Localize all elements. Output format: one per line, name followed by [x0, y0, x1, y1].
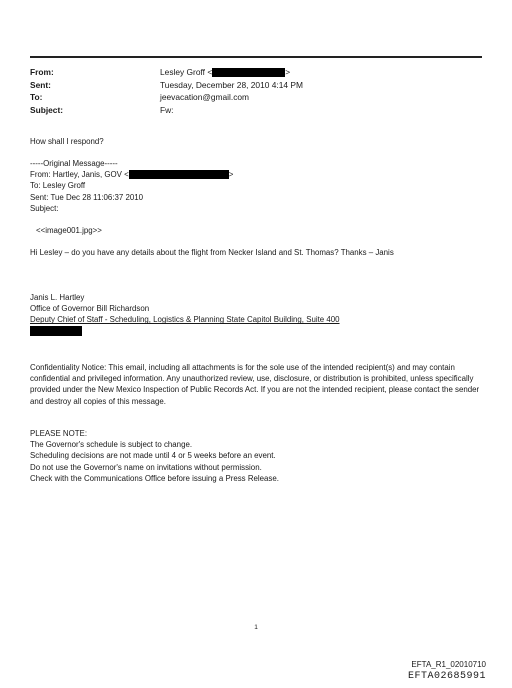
- orig-sent-line: Sent: Tue Dec 28 11:06:37 2010: [30, 192, 144, 202]
- bates-reference-small: EFTA_R1_02010710: [411, 660, 486, 669]
- sent-value: Tuesday, December 28, 2010 4:14 PM: [160, 79, 303, 90]
- subject-row: [30, 104, 482, 117]
- signature-name: Janis L. Hartley: [30, 293, 85, 302]
- signature-block: [30, 292, 485, 336]
- reply-text: [30, 136, 485, 147]
- original-message: [30, 158, 485, 214]
- image-ref-text: <<image001.jpg>>: [36, 226, 102, 235]
- signature-redaction-line: [30, 326, 485, 336]
- note-line: The Governor's schedule is subject to change.: [30, 440, 193, 450]
- to-value: jeevacation@gmail.com: [160, 92, 250, 103]
- confidentiality-notice: Confidentiality Notice: This email, including all attachments is for the sole use of the intended recipient(s) and may contain confidential and privileged information. Any unauthorized review, use, disclosure, or distribution is prohibited, unless specifically provided under the New Mexico Inspection of Public Records Act. If you are not the intended recipient, please contact the sender and destroy all copies of this message.: [30, 363, 480, 406]
- redaction-box: [212, 68, 285, 77]
- from-name: Lesley Groff <: [160, 67, 213, 77]
- original-marker: -----Original Message-----: [30, 159, 118, 168]
- note-line: Check with the Communications Office before issuing a Press Release.: [30, 473, 279, 483]
- page-number: 1: [254, 624, 258, 631]
- signature-office: Office of Governor Bill Richardson: [30, 304, 150, 314]
- message-text: Hi Lesley – do you have any details about the flight from Necker Island and St. Thomas? Thanks – Janis: [30, 248, 394, 257]
- orig-from-line: [30, 169, 485, 180]
- email-header: [30, 66, 482, 116]
- from-suffix: >: [285, 67, 291, 77]
- please-note-heading: PLEASE NOTE:: [30, 429, 88, 438]
- orig-from-suffix: >: [228, 170, 234, 180]
- question-line: How shall I respond?: [30, 137, 104, 146]
- from-value: [160, 66, 290, 79]
- from-label: From:: [30, 67, 54, 77]
- bates-reference: EFTA02685991: [407, 671, 486, 682]
- message-body: [30, 247, 485, 258]
- sent-row: [30, 79, 482, 92]
- to-row: [30, 91, 482, 104]
- please-note-block: [30, 428, 485, 484]
- subject-value: Fw:: [160, 104, 174, 115]
- note-line: Do not use the Governor's name on invitations without permission.: [30, 462, 262, 472]
- signature-title: Deputy Chief of Staff - Scheduling, Logistics & Planning State Capitol Building, Suite 400: [30, 315, 340, 325]
- sent-label: Sent:: [30, 79, 51, 90]
- header-rule: [30, 56, 482, 58]
- orig-from-text: From: Hartley, Janis, GOV <: [30, 170, 129, 180]
- to-label: To:: [30, 92, 43, 103]
- from-row: [30, 66, 482, 79]
- image-reference: [36, 225, 491, 236]
- subject-label: Subject:: [30, 104, 64, 115]
- redaction-box: [30, 326, 82, 336]
- orig-to-line: To: Lesley Groff: [30, 181, 86, 191]
- redaction-box: [129, 170, 229, 179]
- note-line: Scheduling decisions are not made until 4 or 5 weeks before an event.: [30, 451, 276, 461]
- orig-subject-line: Subject:: [30, 203, 59, 213]
